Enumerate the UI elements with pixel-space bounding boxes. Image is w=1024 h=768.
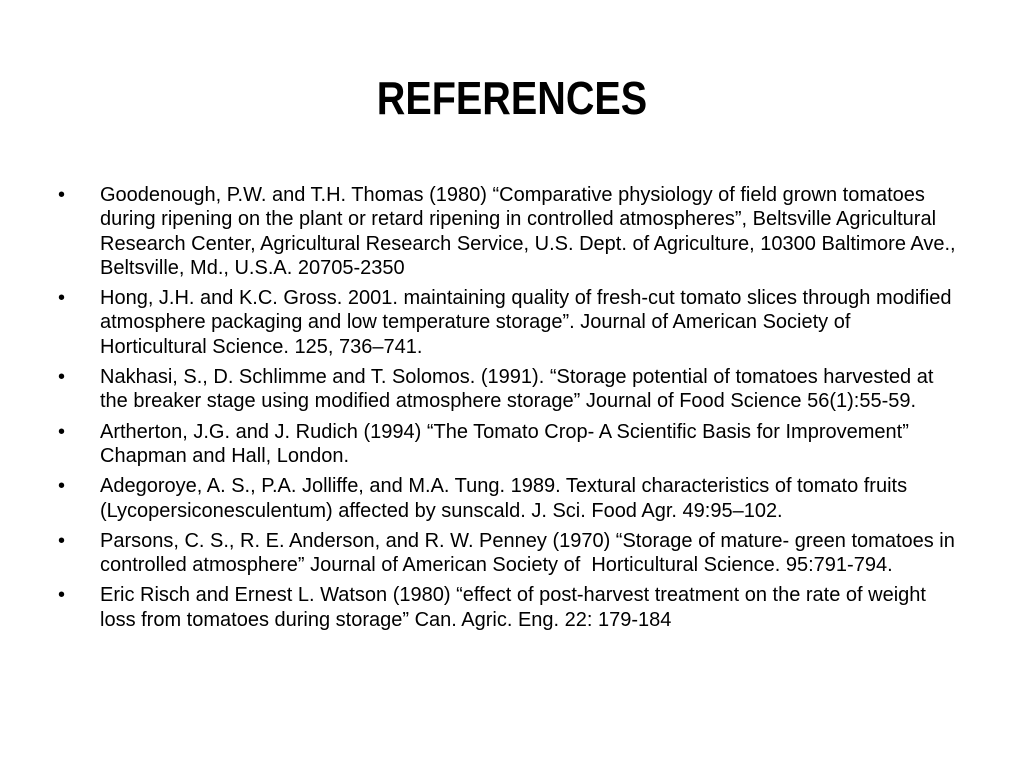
reference-list [58, 183, 962, 638]
bullet-icon: • [58, 184, 66, 206]
bullet-icon: • [58, 529, 66, 552]
bullet-icon: • [58, 287, 66, 310]
slide-title: REFERENCES [376, 72, 648, 124]
bullet-icon: • [58, 475, 66, 498]
reference-text: Nakhasi, S., D. Schlimme and T. Solomos. (1991). “Storage potential of tomatoes harvested at the breaker stage using modified atmosphere storage” Journal of Food Science 56(1):55-59. [100, 366, 939, 413]
reference-item [58, 286, 962, 359]
reference-text: Hong, J.H. and K.C. Gross. 2001. maintaining quality of fresh-cut tomato slices through modified atmosphere packaging and low temperature storage”. Journal of American Society of Horticultural Science. 125, 736–741. [100, 287, 958, 358]
reference-text: Eric Risch and Ernest L. Watson (1980) “effect of post-harvest treatment on the rate of weight loss from tomatoes during storage” Can. Agric. Eng. 22: 179-184 [100, 584, 932, 631]
reference-text: Artherton, J.G. and J. Rudich (1994) “The Tomato Crop- A Scientific Basis for Improvement” Chapman and Hall, London. [100, 420, 915, 467]
reference-item [58, 183, 962, 280]
reference-text: Goodenough, P.W. and T.H. Thomas (1980) “Comparative physiology of field grown tomatoes during ripening on the plant or retard ripening in controlled atmospheres”, Beltsville Agricultural Research Center, Agricultural Research Service, U.S. Dept. of Agriculture, 10300 Baltimore Ave., Beltsville, Md., U.S.A. 20705-2350 [100, 184, 962, 279]
reference-item [58, 583, 962, 632]
bullet-icon: • [58, 584, 66, 607]
reference-item [58, 474, 962, 523]
reference-item [58, 529, 962, 578]
reference-text: Parsons, C. S., R. E. Anderson, and R. W. Penney (1970) “Storage of mature- green tomatoes in controlled atmosphere” Journal of American Society of Horticultural Science. 95:791-794. [100, 529, 961, 577]
reference-text: Adegoroye, A. S., P.A. Jolliffe, and M.A. Tung. 1989. Textural characteristics of tomato fruits (Lycopersiconesculentum) affected by sunscald. J. Sci. Food Agr. 49:95–102. [100, 475, 913, 522]
bullet-icon: • [58, 366, 66, 389]
reference-item [58, 420, 962, 469]
bullet-icon: • [58, 420, 66, 443]
reference-item [58, 365, 962, 414]
